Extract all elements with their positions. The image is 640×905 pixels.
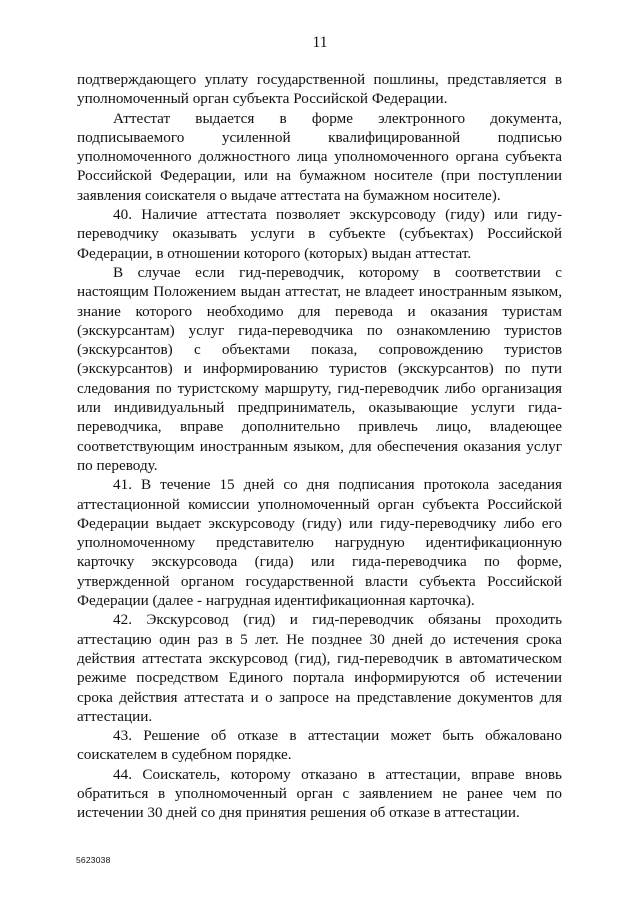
document-body xyxy=(77,70,562,823)
paragraph-40: 40. Наличие аттестата позволяет экскурсоводу (гиду) или гиду-переводчику оказывать услуги в субъекте (субъектах) Российской Федерации, в отношении которого (которых) выдан аттестат. xyxy=(77,206,562,262)
document-id: 5623038 xyxy=(76,855,111,865)
paragraph-43: 43. Решение об отказе в аттестации может быть обжаловано соискателем в судебном порядке. xyxy=(77,727,562,764)
paragraph-continuation: подтверждающего уплату государственной пошлины, представляется в уполномоченный орган субъекта Российской Федерации. xyxy=(77,71,562,108)
paragraph-41: 41. В течение 15 дней со дня подписания протокола заседания аттестационной комиссии уполномоченный орган субъекта Российской Федерации выдает экскурсоводу (гиду) или гиду-переводчику либо его уполномоченному представителю нагрудную идентификационную карточку экскурсовода (гида) или гида-переводчика по форме, утвержденной органом государственной власти субъекта Российской Федерации (далее - нагрудная идентификационная карточка). xyxy=(77,476,562,610)
paragraph-attestat-form: Аттестат выдается в форме электронного документа, подписываемого усиленной квалифицированной подписью уполномоченного должностного лица уполномоченного органа субъекта Российской Федерации, или на бумажном носителе (при поступлении заявления соискателя о выдаче аттестата на бумажном носителе). xyxy=(77,109,562,204)
paragraph-42: 42. Экскурсовод (гид) и гид-переводчик обязаны проходить аттестацию один раз в 5 лет. Не позднее 30 дней до истечения срока действия аттестата экскурсовод (гид), гид-переводчик в автоматическом режиме посредством Единого портала информируются об истечении срока действия аттестата и о запросе на представление документов для аттестации. xyxy=(77,611,562,725)
paragraph-40-guide-translator: В случае если гид-переводчик, которому в соответствии с настоящим Положением выдан аттестат, не владеет иностранным языком, знание которого необходимо для перевода и оказания туристам (экскурсантам) услуг гида-переводчика по ознакомлению туристов (экскурсантов) с объектами показа, сопровождению туристов (экскурсантов) и информированию туристов (экскурсантов) по пути следования по туристскому маршруту, гид-переводчик либо организация или индивидуальный предприниматель, оказывающие услуги гида-переводчика, вправе дополнительно привлечь лицо, владеющее соответствующим иностранным языком, для обеспечения оказания услуг по переводу. xyxy=(77,263,562,474)
page-number: 11 xyxy=(312,34,328,51)
paragraph-44: 44. Соискатель, которому отказано в аттестации, вправе вновь обратиться в уполномоченный орган с заявлением не ранее чем по истечении 30 дней со дня принятия решения об отказе в аттестации. xyxy=(77,765,562,822)
